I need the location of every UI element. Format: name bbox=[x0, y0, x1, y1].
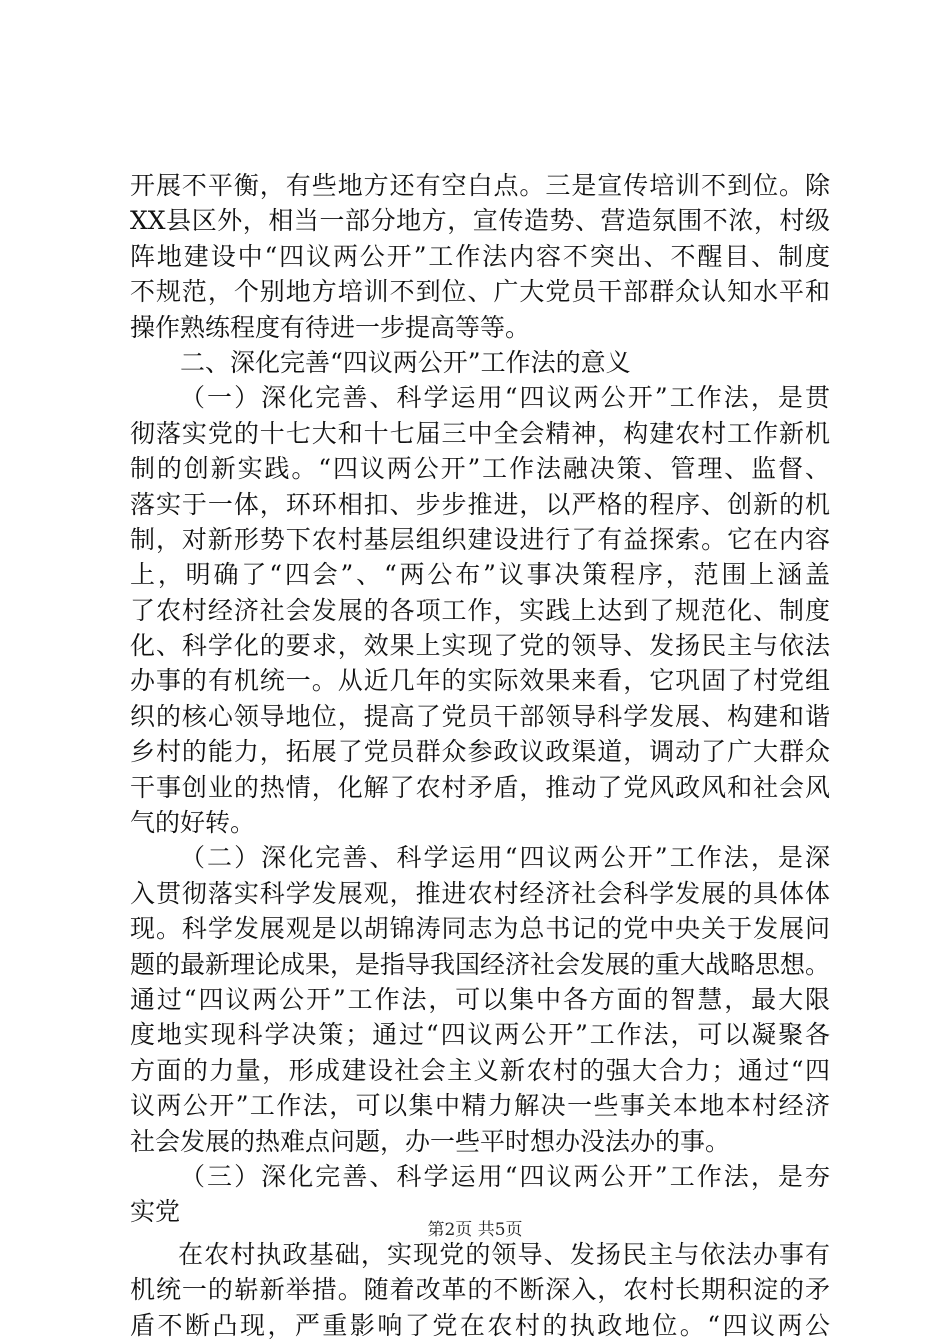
text-line: 不规范，个别地方培训不到位、广大党员干部群众认知水平和 bbox=[130, 277, 830, 307]
text-line: 机统一的崭新举措。随着改革的不断深入，农村长期积淀的矛 bbox=[130, 1275, 830, 1305]
text-line: 操作熟练程度有待进一步提高等等。 bbox=[130, 312, 531, 342]
text-line: 通过“四议两公开”工作法，可以集中各方面的智慧，最大限 bbox=[130, 984, 830, 1014]
text-line: （一）深化完善、科学运用“四议两公开”工作法，是贯 bbox=[180, 383, 830, 413]
text-line: 了农村经济社会发展的各项工作，实践上达到了规范化、制度 bbox=[130, 595, 830, 625]
document-body bbox=[130, 168, 830, 1343]
text-line: 题的最新理论成果，是指导我国经济社会发展的重大战略思想。 bbox=[130, 949, 831, 979]
text-line: 议两公开”工作法，可以集中精力解决一些事关本地本村经济 bbox=[130, 1091, 830, 1121]
text-line: （二）深化完善、科学运用“四议两公开”工作法，是深 bbox=[180, 843, 830, 873]
text-line: 制，对新形势下农村基层组织建设进行了有益探索。它在内容 bbox=[130, 524, 830, 554]
text-line: 二、深化完善“四议两公开”工作法的意义 bbox=[180, 347, 631, 377]
text-line: 落实于一体，环环相扣、步步推进，以严格的程序、创新的机 bbox=[130, 489, 830, 519]
text-line: （三）深化完善、科学运用“四议两公开”工作法，是夯 bbox=[180, 1161, 830, 1191]
text-line: 化、科学化的要求，效果上实现了党的领导、发扬民主与依法 bbox=[130, 631, 830, 661]
text-line: 阵地建设中“四议两公开”工作法内容不突出、不醒目、制度 bbox=[130, 241, 830, 271]
text-line: 度地实现科学决策；通过“四议两公开”工作法，可以凝聚各 bbox=[130, 1020, 830, 1050]
page-footer: 第2页 共5页 bbox=[427, 1220, 523, 1240]
text-line: 乡村的能力，拓展了党员群众参政议政渠道，调动了广大群众 bbox=[130, 737, 830, 767]
text-line: 在农村执政基础，实现党的领导、发扬民主与依法办事有 bbox=[178, 1239, 830, 1269]
text-line: 彻落实党的十七大和十七届三中全会精神，构建农村工作新机 bbox=[130, 418, 830, 448]
text-line: 干事创业的热情，化解了农村矛盾，推动了党风政风和社会风 bbox=[130, 772, 830, 802]
text-line: 方面的力量，形成建设社会主义新农村的强大合力；通过“四 bbox=[130, 1055, 830, 1085]
text-line: 盾不断凸现，严重影响了党在农村的执政地位。“四议两公 bbox=[130, 1310, 830, 1340]
text-line: 现。科学发展观是以胡锦涛同志为总书记的党中央关于发展问 bbox=[130, 914, 830, 944]
text-line: 社会发展的热难点问题，办一些平时想办没法办的事。 bbox=[130, 1126, 731, 1156]
text-line: 开展不平衡，有些地方还有空白点。三是宣传培训不到位。除 bbox=[130, 171, 830, 200]
text-line: 气的好转。 bbox=[130, 808, 256, 838]
text-line: 实党 bbox=[130, 1197, 181, 1227]
text-line: 织的核心领导地位，提高了党员干部领导科学发展、构建和谐 bbox=[130, 701, 830, 731]
text-line: XX县区外，相当一部分地方，宣传造势、营造氛围不浓，村级 bbox=[130, 206, 830, 236]
text-line: 入贯彻落实科学发展观，推进农村经济社会科学发展的具体体 bbox=[130, 878, 830, 908]
text-line: 办事的有机统一。从近几年的实际效果来看，它巩固了村党组 bbox=[130, 666, 830, 696]
text-line: 上，明确了“四会”、“两公布”议事决策程序，范围上涵盖 bbox=[130, 560, 830, 590]
text-line: 制的创新实践。“四议两公开”工作法融决策、管理、监督、 bbox=[130, 454, 830, 484]
